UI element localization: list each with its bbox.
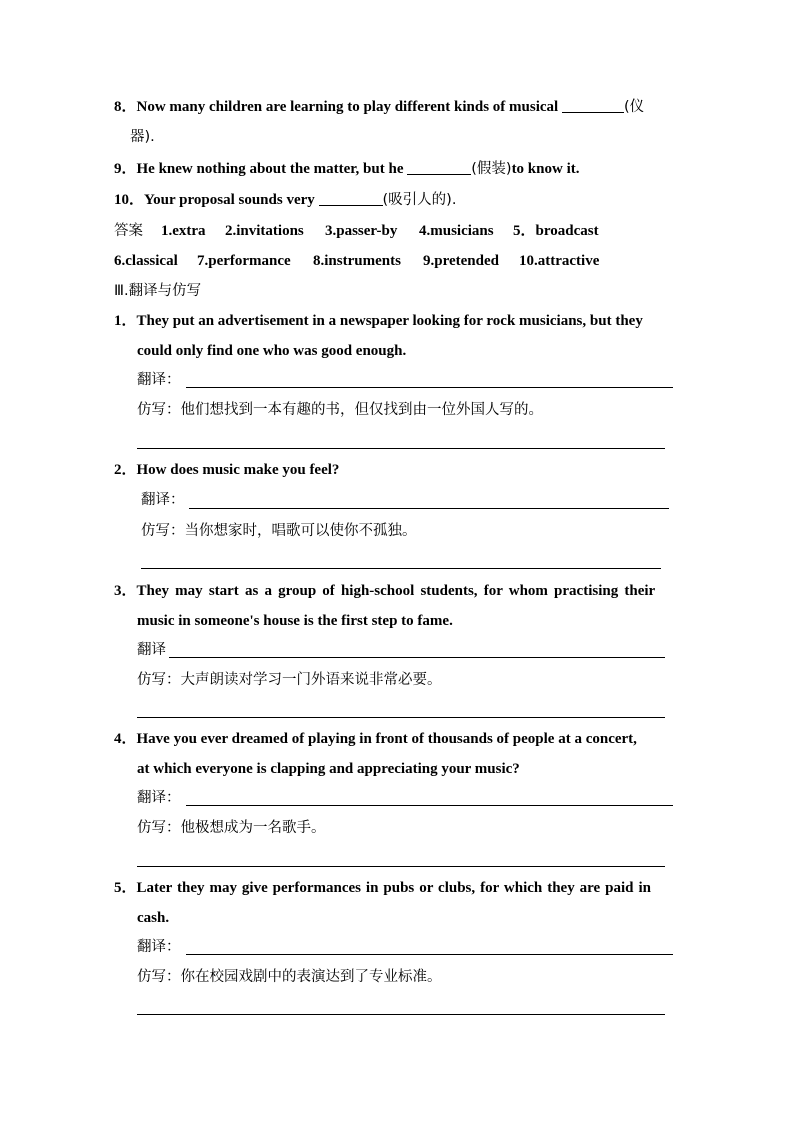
item-4-imitate-text: 他极想成为一名歌手。	[180, 820, 326, 836]
section-title: Ⅲ.翻译与仿写	[114, 283, 202, 299]
item-2-translate-answer-line[interactable]	[189, 508, 669, 509]
item-2-imitate-label: 仿写：	[141, 523, 185, 539]
answer-4: 4.musicians	[419, 223, 494, 239]
question-8-blank[interactable]	[562, 98, 624, 113]
item-2-english	[114, 460, 339, 480]
item-5-translate-label: 翻译：	[137, 939, 181, 955]
question-8-number: 8．	[114, 99, 137, 115]
question-9-tail: to know it.	[511, 161, 580, 177]
item-2-translate-label: 翻译：	[141, 492, 185, 508]
question-9	[114, 159, 580, 179]
item-4-imitate	[137, 818, 326, 838]
item-1-imitate-label: 仿写：	[137, 402, 181, 418]
item-2-english-line-1: How does music make you feel?	[136, 462, 340, 478]
item-2-number: 2．	[114, 462, 137, 478]
item-3-translate-answer-line[interactable]	[169, 657, 665, 658]
question-8	[114, 97, 644, 117]
item-4-number: 4．	[114, 731, 137, 747]
item-5-imitate-answer-line[interactable]	[137, 1014, 665, 1015]
item-4-english-line-1: Have you ever dreamed of playing in front of thousands of people at a concert,	[136, 731, 637, 747]
question-10-text: Your proposal sounds very	[144, 192, 319, 208]
item-5-imitate-label: 仿写：	[137, 969, 181, 985]
item-4-imitate-answer-line[interactable]	[137, 866, 665, 867]
answer-8: 8.instruments	[313, 253, 401, 269]
item-3-english-line-1: They may start as a group of high-school students, for whom practising their	[136, 583, 656, 599]
item-4-translate-answer-line[interactable]	[186, 805, 673, 806]
question-9-blank[interactable]	[407, 160, 471, 175]
item-2-imitate-answer-line[interactable]	[141, 568, 661, 569]
answer-2: 2.invitations	[225, 223, 304, 239]
question-9-text: He knew nothing about the matter, but he	[136, 161, 408, 177]
item-2-imitate	[141, 521, 417, 541]
item-1-translate-answer-line[interactable]	[186, 387, 673, 388]
item-5-english-line-2: cash.	[137, 910, 170, 926]
answer-7: 7.performance	[197, 253, 291, 269]
item-3-number: 3．	[114, 583, 137, 599]
item-1-imitate-answer-line[interactable]	[137, 448, 665, 449]
item-2-imitate-text: 当你想家时，唱歌可以使你不孤独。	[184, 523, 417, 539]
item-3-translate-label: 翻译	[137, 642, 166, 658]
question-8-text: Now many children are learning to play different kinds of musical	[136, 99, 562, 115]
item-3-imitate-label: 仿写：	[137, 672, 181, 688]
question-10-blank[interactable]	[319, 191, 383, 206]
item-1-english-line-2: could only find one who was good enough.	[137, 343, 407, 359]
item-3-imitate-answer-line[interactable]	[137, 717, 665, 718]
item-1-number: 1．	[114, 313, 137, 329]
answer-1: 1.extra	[161, 223, 206, 239]
item-3-imitate-text: 大声朗读对学习一门外语来说非常必要。	[180, 672, 442, 688]
answers-row-1	[114, 221, 143, 241]
item-1-translate-label: 翻译：	[137, 372, 181, 388]
answer-5: 5．broadcast	[513, 223, 599, 239]
item-4-imitate-label: 仿写：	[137, 820, 181, 836]
item-4-translate-label: 翻译：	[137, 790, 181, 806]
question-9-number: 9．	[114, 161, 137, 177]
question-9-hint: (假装)	[471, 161, 512, 177]
item-1-imitate	[137, 400, 543, 420]
question-8-hint: (仪	[623, 99, 645, 115]
item-3-imitate	[137, 670, 442, 690]
question-10-hint: (吸引人的).	[382, 192, 457, 208]
answer-6: 6.classical	[114, 253, 178, 269]
item-4-english	[114, 729, 637, 749]
item-4-english-line-2: at which everyone is clapping and appreciating your music?	[137, 761, 520, 777]
item-5-english-line-1: Later they may give performances in pubs or clubs, for which they are paid in	[136, 880, 651, 896]
question-10	[114, 190, 456, 210]
item-5-imitate-text: 你在校园戏剧中的表演达到了专业标准。	[180, 969, 442, 985]
item-5-english	[114, 878, 651, 898]
item-3-english	[114, 581, 655, 601]
item-5-number: 5．	[114, 880, 137, 896]
item-3-english-line-2: music in someone's house is the first step to fame.	[137, 613, 453, 629]
item-5-translate-answer-line[interactable]	[186, 954, 673, 955]
answers-label: 答案	[114, 223, 143, 239]
item-5-imitate	[137, 967, 442, 987]
answer-10: 10.attractive	[519, 253, 600, 269]
answer-3: 3.passer-by	[325, 223, 398, 239]
item-1-imitate-text: 他们想找到一本有趣的书，但仅找到由一位外国人写的。	[180, 402, 543, 418]
question-8-hint-cont: 器).	[130, 129, 155, 145]
answer-9: 9.pretended	[423, 253, 499, 269]
question-10-number: 10．	[114, 192, 145, 208]
item-1-english	[114, 311, 643, 331]
item-1-english-line-1: They put an advertisement in a newspaper looking for rock musicians, but they	[136, 313, 643, 329]
